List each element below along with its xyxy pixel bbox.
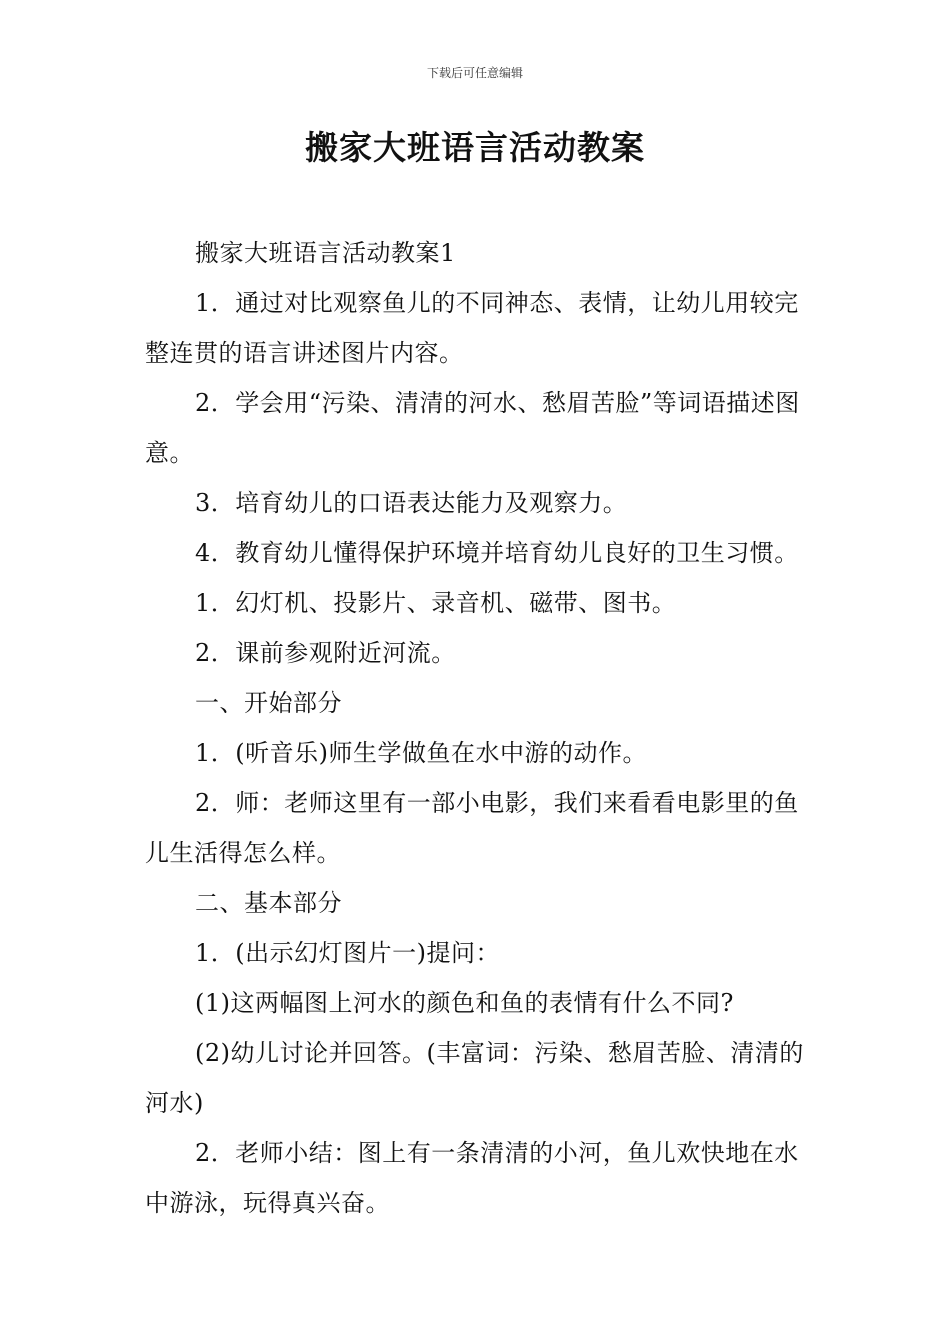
- document-body: [145, 228, 807, 1228]
- paragraph-basic-summary: 2．老师小结：图上有一条清清的小河，鱼儿欢快地在水中游泳，玩得真兴奋。: [145, 1139, 799, 1217]
- paragraph-goal-3: 3．培育幼儿的口语表达能力及观察力。: [195, 489, 628, 517]
- section-heading-basic: 二、基本部分: [195, 889, 342, 917]
- paragraph-goal-2: 2．学会用“污染、清清的河水、愁眉苦脸”等词语描述图意。: [145, 389, 800, 467]
- paragraph-basic-question-1: (1)这两幅图上河水的颜色和鱼的表情有什么不同?: [195, 989, 734, 1017]
- paragraph-prep-2: 2．课前参观附近河流。: [195, 639, 456, 667]
- paragraph-basic-question-2: (2)幼儿讨论并回答。(丰富词：污染、愁眉苦脸、清清的河水): [145, 1039, 804, 1117]
- paragraph-start-1: 1．(听音乐)师生学做鱼在水中游的动作。: [195, 739, 647, 767]
- section-heading-start: 一、开始部分: [195, 689, 342, 717]
- document-title: 搬家大班语言活动教案: [305, 128, 645, 167]
- paragraph-prep-1: 1．幻灯机、投影片、录音机、磁带、图书。: [195, 589, 677, 617]
- paragraph-subtitle: 搬家大班语言活动教案1: [195, 239, 456, 267]
- paragraph-start-2: 2．师：老师这里有一部小电影，我们来看看电影里的鱼儿生活得怎么样。: [145, 789, 799, 867]
- paragraph-basic-1: 1．(出示幻灯图片一)提问：: [195, 939, 500, 967]
- paragraph-goal-1: 1．通过对比观察鱼儿的不同神态、表情，让幼儿用较完整连贯的语言讲述图片内容。: [145, 289, 799, 367]
- paragraph-goal-4: 4．教育幼儿懂得保护环境并培育幼儿良好的卫生习惯。: [195, 539, 799, 567]
- header-note: 下载后可任意编辑: [426, 66, 523, 80]
